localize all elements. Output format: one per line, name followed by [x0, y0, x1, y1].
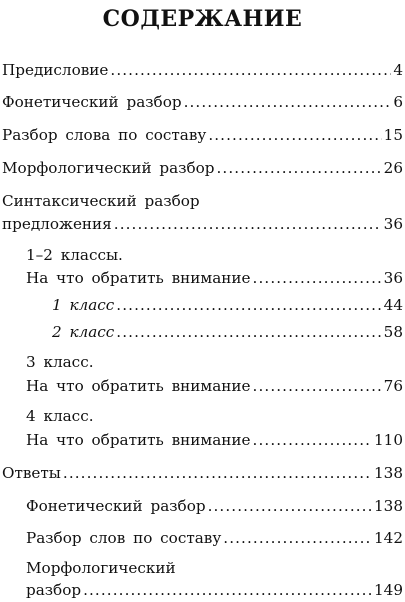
toc-line: [52, 320, 403, 344]
toc-entry-first-line[interactable]: [0, 243, 405, 267]
toc-entry-page: 138: [374, 464, 403, 482]
toc-entry-first-line[interactable]: [0, 350, 405, 374]
toc-entry-label: Фонетический разбор: [2, 93, 182, 111]
toc-entry[interactable]: [0, 156, 405, 180]
toc-entry-label: 1 класс: [52, 296, 115, 314]
dot-leader: [114, 212, 382, 236]
toc-entry-page: 138: [374, 497, 403, 515]
dot-leader: [223, 526, 372, 550]
toc-entry-label: 3 класс.: [26, 353, 94, 371]
toc-entry-label: Морфологический: [26, 559, 176, 577]
toc-entry-label: На что обратить внимание: [26, 377, 251, 395]
dot-leader: [217, 156, 382, 180]
toc-entry-page: 149: [374, 581, 403, 599]
toc-entry-page: 36: [383, 215, 403, 233]
toc-entry-page: 76: [383, 377, 403, 395]
dot-leader: [116, 293, 381, 317]
toc-entry[interactable]: [0, 320, 405, 344]
toc-line: [2, 212, 403, 236]
toc-entry-label: предложения: [2, 215, 112, 233]
dot-leader: [184, 90, 392, 114]
toc-entry[interactable]: [0, 293, 405, 317]
dot-leader: [83, 578, 372, 602]
toc-entry[interactable]: [0, 123, 405, 147]
toc-entry-page: 4: [393, 61, 403, 79]
toc-entry-page: 44: [383, 296, 403, 314]
toc-line: [2, 58, 403, 82]
toc-entry-first-line[interactable]: [0, 404, 405, 428]
toc-entry-page: 110: [374, 431, 403, 449]
dot-leader: [110, 58, 391, 82]
toc-line: [2, 461, 403, 485]
toc-entry-label: Ответы: [2, 464, 61, 482]
dot-leader: [253, 374, 382, 398]
toc-entry-label: На что обратить внимание: [26, 431, 251, 449]
dot-leader: [63, 461, 372, 485]
toc-line: [26, 494, 403, 518]
toc-entry-page: 26: [383, 159, 403, 177]
dot-leader: [253, 428, 372, 452]
dot-leader: [208, 494, 372, 518]
dot-leader: [253, 266, 382, 290]
toc-entry-page: 15: [383, 126, 403, 144]
toc-line: [2, 123, 403, 147]
toc-entry-label: Синтаксический разбор: [2, 192, 200, 210]
toc-entry[interactable]: [0, 374, 405, 398]
toc-entry-label: Фонетический разбор: [26, 497, 206, 515]
dot-leader: [208, 123, 381, 147]
toc-line: [26, 428, 403, 452]
toc-entry[interactable]: [0, 212, 405, 236]
toc-line: [26, 578, 403, 602]
toc-entry[interactable]: [0, 526, 405, 550]
toc-entry-page: 58: [383, 323, 403, 341]
toc-entry-label: разбор: [26, 581, 82, 599]
toc-line: [26, 526, 403, 550]
toc-entry-label: 2 класс: [52, 323, 115, 341]
toc-entry-page: 142: [374, 529, 403, 547]
toc-entry-label: Предисловие: [2, 61, 109, 79]
toc-entry-first-line[interactable]: [0, 189, 405, 213]
toc-entry-label: 1–2 классы.: [26, 246, 123, 264]
toc-entry[interactable]: [0, 428, 405, 452]
toc-line: [52, 293, 403, 317]
toc-line: [26, 374, 403, 398]
page-title: СОДЕРЖАНИЕ: [102, 6, 303, 32]
toc-entry-label: Морфологический разбор: [2, 159, 215, 177]
toc-entry[interactable]: [0, 90, 405, 114]
toc-entry-label: На что обратить внимание: [26, 269, 251, 287]
toc-line: [2, 156, 403, 180]
toc-entry-first-line[interactable]: [0, 556, 405, 580]
toc-entry[interactable]: [0, 578, 405, 602]
dot-leader: [116, 320, 381, 344]
toc-entry[interactable]: [0, 494, 405, 518]
toc-line: [2, 90, 403, 114]
toc-entry-label: Разбор слова по составу: [2, 126, 207, 144]
toc-entry-label: Разбор слов по составу: [26, 529, 222, 547]
toc-entry-page: 6: [393, 93, 403, 111]
toc-entry[interactable]: [0, 58, 405, 82]
toc-entry-label: 4 класс.: [26, 407, 94, 425]
toc-entry[interactable]: [0, 266, 405, 290]
toc-entry[interactable]: [0, 461, 405, 485]
toc-entry-page: 36: [383, 269, 403, 287]
toc-line: [26, 266, 403, 290]
